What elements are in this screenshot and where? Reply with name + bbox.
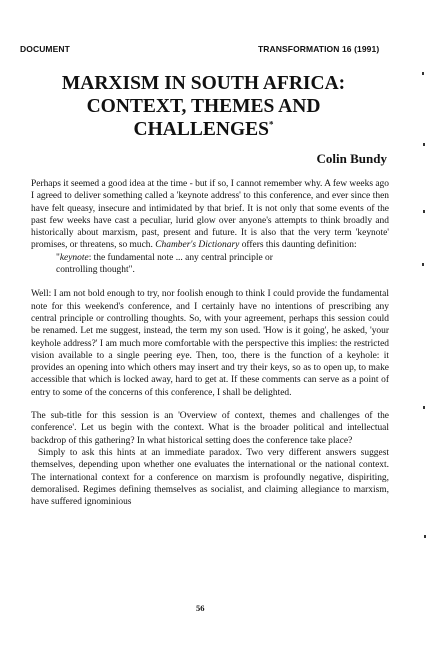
running-header-right: TRANSFORMATION 16 (1991) — [258, 44, 380, 54]
paragraph-3: The sub-title for this session is an 'Overview of context, themes and challenges of the conference'. Let us begin with the context. What is the broader political and intellectual backdrop of this gathering? In what historical setting does the conference take place? — [31, 411, 389, 446]
scan-edge-mark — [423, 406, 425, 409]
article-title — [20, 72, 387, 141]
quote-term: keynote — [59, 252, 89, 263]
article-body — [31, 178, 389, 519]
paragraph-4-text: Simply to ask this hints at an immediate paradox. Two very different answers suggest themselves, depending upon whether one evaluates the international or the national context. The international context for a conference on marxism is profoundly negative, dispiriting, demoralised. Regimes defining themselves as socialist, and claiming allegiance to marxism, have suffered ignominious — [31, 447, 389, 508]
scan-edge-mark — [424, 535, 426, 538]
quote-definition: : the fundamental note ... any central principle or controlling thought". — [56, 252, 273, 276]
paragraph-1-end: offers this daunting definition: — [239, 240, 357, 251]
title-line-1: MARXISM IN SOUTH AFRICA: — [61, 73, 346, 94]
author-name: Colin Bundy — [316, 151, 387, 166]
title-line-3-text: CHALLENGES — [133, 119, 269, 140]
scan-edge-mark — [423, 210, 425, 213]
dictionary-title: Chamber's Dictionary — [155, 240, 240, 251]
scan-edge-mark — [422, 72, 424, 75]
paragraph-1-text: Perhaps it seemed a good idea at the time - but if so, I cannot remember why. A few weeks ago I agreed to deliver something called a 'keynote address' to this conference, and ever since then have felt queasy, insecure and intimidated by that brief. It is not only that some events of the past few weeks have cast a peculiar, lurid glow over anyone's attempts to think broadly and historically about marxism, past, present and future. It is also that the very term 'keynote' promises, or threatens, so much. — [31, 179, 389, 251]
scan-edge-mark — [422, 263, 424, 266]
title-line-3 — [20, 118, 387, 141]
paragraph-2: Well: I am not bold enough to try, nor foolish enough to think I could provide the fundamental note for this weekend's conference, and I certainly have no intentions of prescribing any central principle or controlling thoughts. So, with your agreement, perhaps this session could be renamed. Let me suggest, instead, the term my son used. 'How is it going', he asked, 'your keyhole address?' I am much more comfortable with the perspective this implies: the restricted vision available to a single peering eye. Then, too, there is the function of a keyhole: it provides an opening into which others may insert and try their keys, so as to open up, to make accessible that which is locked away, hard to get at. If these comments can serve as a point of entry to some of the concerns of this conference, I shall be delighted. — [31, 289, 389, 398]
quote-open-mark: " — [56, 252, 60, 263]
scan-edge-mark — [423, 143, 425, 146]
paragraph-4 — [31, 447, 389, 508]
title-footnote-mark: * — [268, 119, 274, 130]
block-quote — [31, 252, 389, 277]
title-line-2: CONTEXT, THEMES AND — [86, 96, 321, 117]
running-header-left: DOCUMENT — [20, 44, 70, 54]
paragraph-1 — [31, 178, 389, 252]
page-number: 56 — [196, 603, 205, 613]
